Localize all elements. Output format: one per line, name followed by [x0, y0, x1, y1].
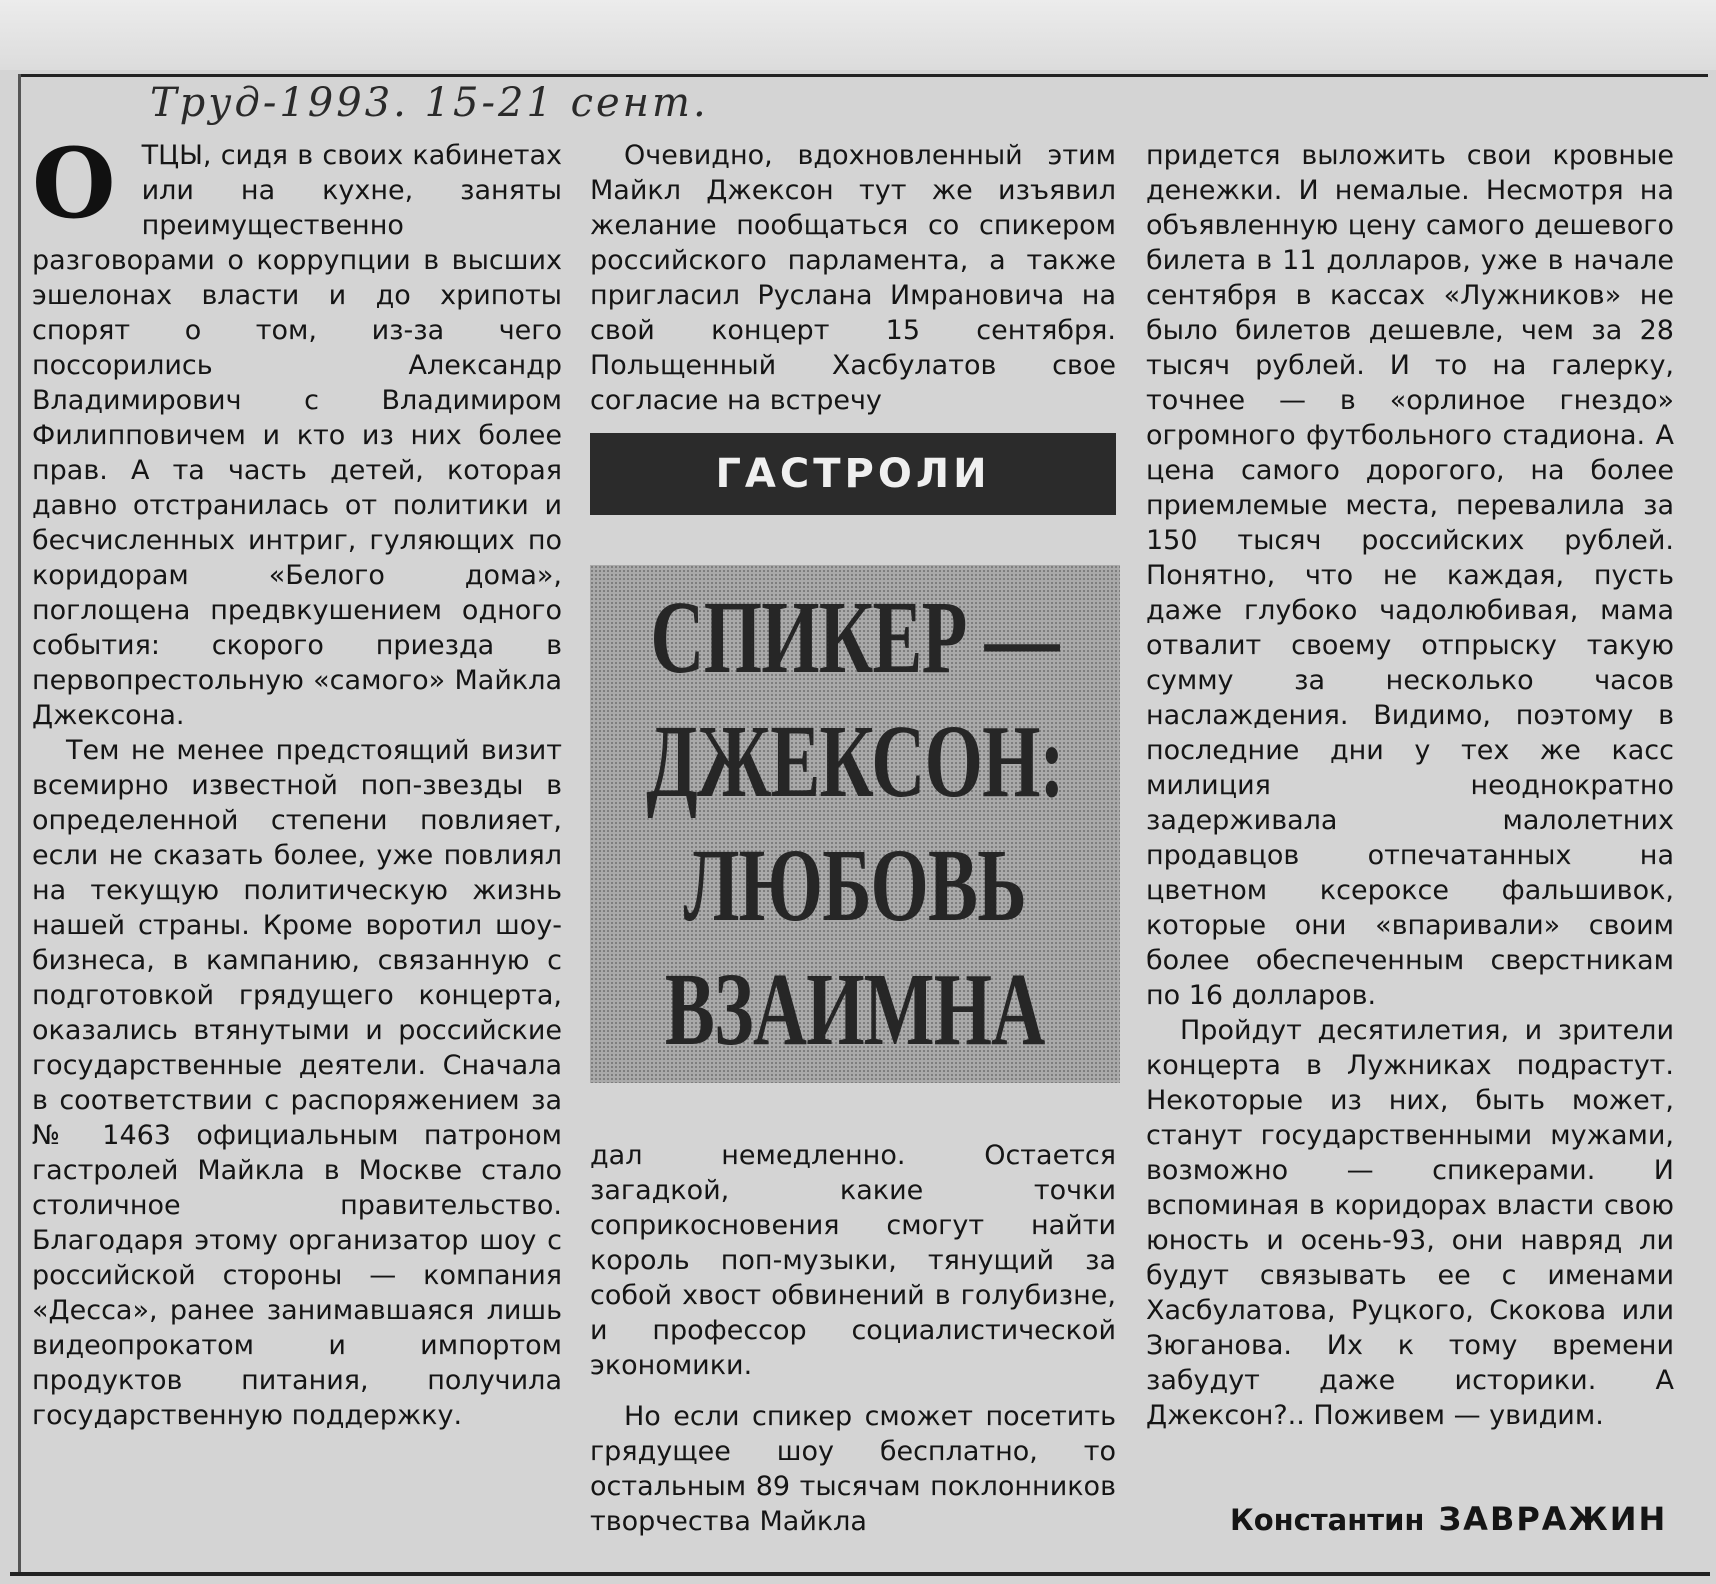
torn-top-edge [0, 0, 1716, 70]
article-column-2-top [590, 138, 1116, 418]
column2-paragraph-2: дал немедленно. Остается загадкой, какие точки соприкосновения смогут найти король поп-музыки, тянущий за собой хвост обвинений в голубизне, и профессор социалистической экономики. [590, 1140, 1116, 1381]
headline-box [590, 565, 1120, 1083]
column3-paragraph-1: придется выложить свои кровные денежки. И немалые. Несмотря на объявленную цену самого дешевого билета в 11 долларов, уже в начале сентября в кассах «Лужников» не было билетов дешевле, чем за 28 тысяч рублей. И то на галерку, точнее — в «орлиное гнездо» огромного футбольного стадиона. А цена самого дорогого, на более приемлемые места, перевалила за 150 тысяч российских рублей. Понятно, что не каждая, пусть даже глубоко чадолюбивая, мама отвалит своему отпрыску такую сумму за несколько часов наслаждения. Видимо, поэтому в последние дни у тех же касс милиция неоднократно задерживала малолетних продавцов отпечатанных на цветном ксероксе фальшивок, которые они «впаривали» своим более обеспеченным сверстникам по 16 долларов. [1146, 140, 1674, 1011]
column1-paragraph-1: ТЦЫ, сидя в своих кабинетах или на кухне, заняты преимущественно разговорами о коррупции в высших эшелонах власти и до хрипоты спорят о том, из-за чего поссорились Александр Владимирович с Владимиром Филипповичем и кто из них более прав. А та часть детей, которая давно отстранилась от политики и бесчисленных интриг, гуляющих по коридорам «Белого дома», поглощена предвкушением одного события: скорого приезда в первопрестольную «самого» Майкла Джексона. [32, 140, 562, 731]
frame-rule-left [18, 74, 21, 1574]
headline-line-3: ЛЮБОВЬ [683, 828, 1027, 943]
frame-rule-bottom [10, 1572, 1710, 1576]
handwritten-date-note: Труд-1993. 15-21 сент. [150, 80, 709, 126]
rubric-banner: ГАСТРОЛИ [590, 433, 1116, 515]
headline-line-1: СПИКЕР — [650, 580, 1060, 695]
headline-line-2: ДЖЕКСОН: [646, 704, 1064, 819]
column3-paragraph-2: Пройдут десятилетия, и зрители концерта в Лужниках подрастут. Некоторые из них, быть может, станут государственными мужами, возможно — спикерами. И вспоминая в коридорах власти свою юность и осень-93, они навряд ли будут связывать ее с именами Хасбулатова, Руцкого, Скокова или Зюганова. Их к тому времени забудут даже историки. А Джексон?.. Поживем — увидим. [1146, 1015, 1674, 1431]
frame-rule-top [18, 74, 1708, 77]
drop-cap: О [32, 127, 116, 240]
column1-paragraph-2: Тем не менее предстоящий визит всемирно известной поп-звезды в определенной степени повлияет, если не сказать более, уже повлиял на текущую политическую жизнь нашей страны. Кроме воротил шоу-бизнеса, в кампанию, связанную с подготовкой грядущего концерта, оказались втянутыми и российские государственные деятели. Сначала в соответствии с распоряжением за № 1463 официальным патроном гастролей Майкла в Москве стало столичное правительство. Благодаря этому организатор шоу с российской стороны — компания «Десса», ранее занимавшаяся лишь видеопрокатом и импортом продуктов питания, получила государственную поддержку. [32, 735, 562, 1431]
column2-paragraph-3: Но если спикер сможет посетить грядущее шоу бесплатно, то остальным 89 тысячам поклонников творчества Майкла [590, 1401, 1116, 1537]
column2-paragraph-1: Очевидно, вдохновленный этим Майкл Джексон тут же изъявил желание пообщаться со спикером российского парламента, а также пригласил Руслана Имрановича на свой концерт 15 сентября. Польщенный Хасбулатов свое согласие на встречу [590, 140, 1116, 416]
article-column-1 [32, 127, 562, 1433]
author-last-name: ЗАВРАЖИН [1438, 1500, 1668, 1538]
article-column-3 [1146, 138, 1674, 1433]
author-byline [1230, 1500, 1668, 1538]
article-column-2-bottom [590, 1138, 1116, 1539]
headline-line-4: ВЗАИМНА [665, 952, 1045, 1067]
author-first-name: Константин [1230, 1503, 1425, 1537]
